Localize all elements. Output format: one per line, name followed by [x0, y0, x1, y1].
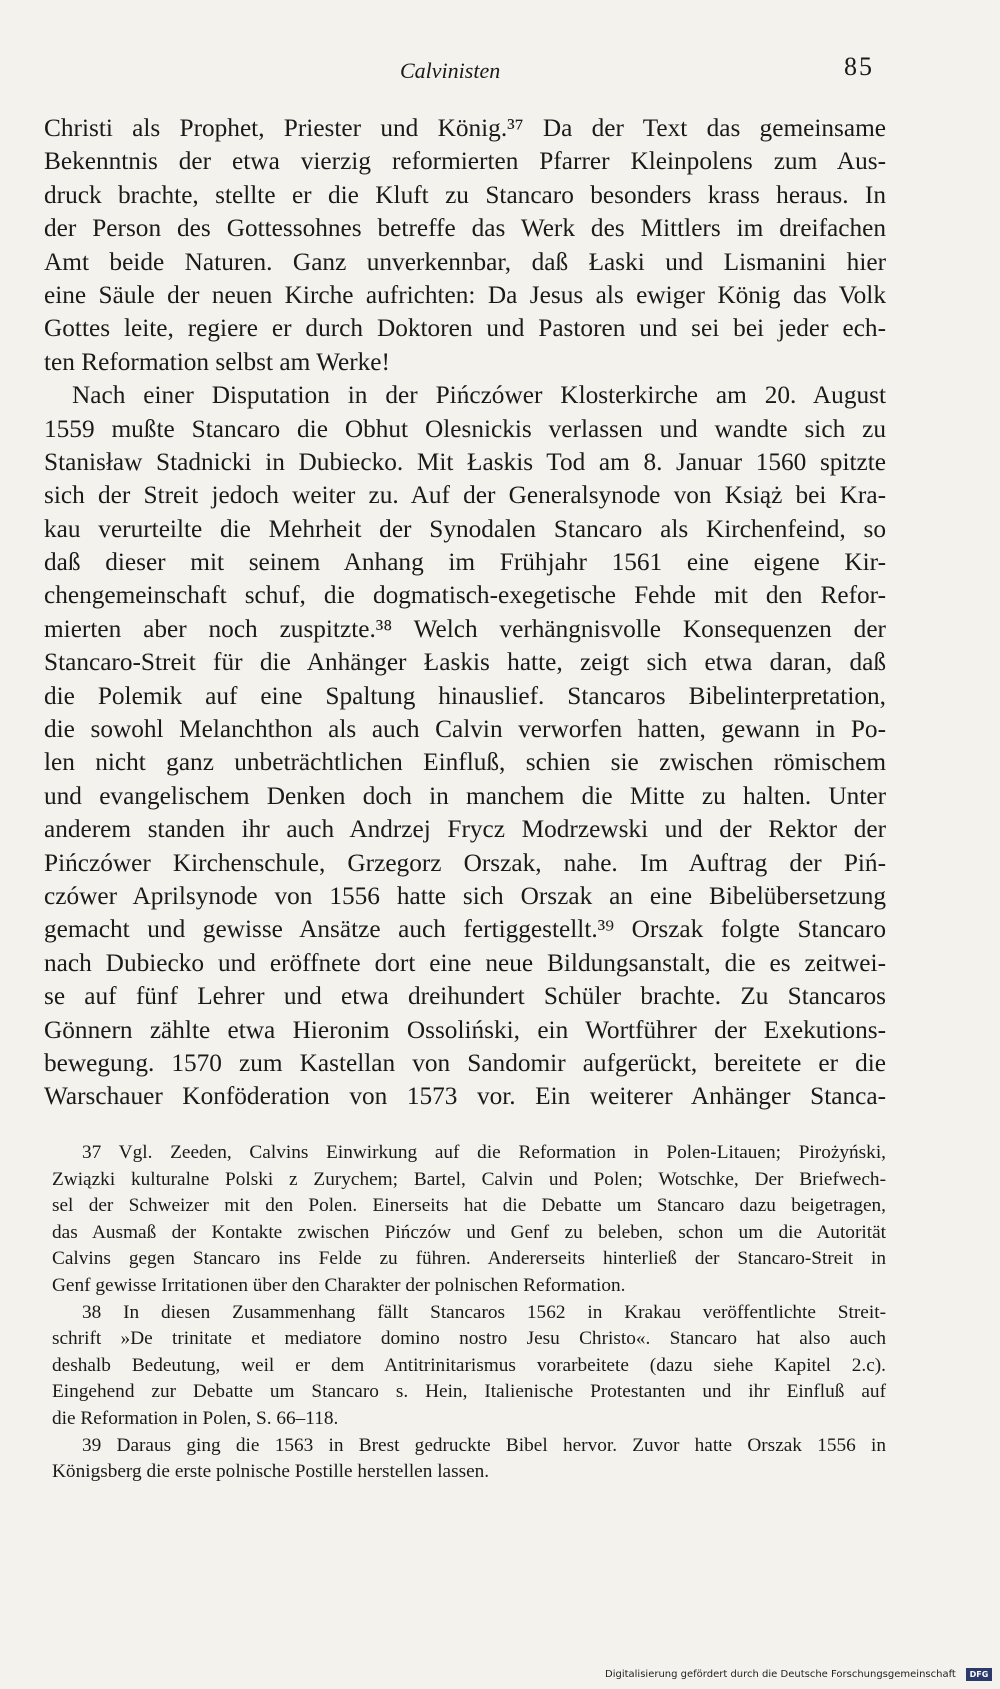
footnote-line: Genf gewisse Irritationen über den Charakter der polnischen Reformation.	[52, 1274, 626, 1296]
body-line: und evangelischem Denken doch in manchem die Mitte zu halten. Unter	[44, 781, 886, 810]
running-title: Calvinisten	[400, 58, 501, 83]
body-line: Nach einer Disputation in der Pińczówer Klosterkirche am 20. August	[72, 381, 886, 410]
digitization-credit: Digitalisierung gefördert durch die Deutsche Forschungsgemeinschaft	[605, 1669, 956, 1680]
body-line: se auf fünf Lehrer und etwa dreihundert Schüler brachte. Zu Stancaros	[44, 982, 886, 1011]
page-number: 85	[844, 52, 874, 81]
running-head	[0, 52, 1000, 92]
dfg-logo: DFG	[966, 1668, 992, 1681]
footnotes	[52, 1140, 886, 1486]
body-line: daß dieser mit seinem Anhang im Frühjahr 1561 eine eigene Kir-	[44, 548, 886, 577]
footnote-line: deshalb Bedeutung, weil er dem Antitrinitarismus vorarbeitete (dazu siehe Kapitel 2.c).	[52, 1354, 886, 1376]
body-line: die Polemik auf eine Spaltung hinauslief. Stancaros Bibelinterpretation,	[44, 681, 886, 710]
body-line: chengemeinschaft schuf, die dogmatisch-exegetische Fehde mit den Refor-	[44, 581, 886, 610]
body-text	[44, 112, 886, 1114]
body-line: eine Säule der neuen Kirche aufrichten: Da Jesus als ewiger König das Volk	[44, 280, 886, 309]
body-line: Christi als Prophet, Priester und König.³⁷ Da der Text das gemeinsame	[44, 114, 886, 142]
body-line: kau verurteilte die Mehrheit der Synodalen Stancaro als Kirchenfeind, so	[44, 514, 886, 543]
body-line: 1559 mußte Stancaro die Obhut Olesnickis verlassen und wandte sich zu	[44, 414, 886, 443]
body-line: gemacht und gewisse Ansätze auch fertiggestellt.³⁹ Orszak folgte Stancaro	[44, 915, 886, 944]
footnote-line: das Ausmaß der Kontakte zwischen Pińczów und Genf zu beleben, schon um die Autorität	[52, 1221, 886, 1243]
body-line: nach Dubiecko und eröffnete dort eine neue Bildungsanstalt, die es zeitwei-	[44, 948, 886, 977]
footnote-line: 37 Vgl. Zeeden, Calvins Einwirkung auf die Reformation in Polen-Litauen; Pirożyński,	[82, 1142, 886, 1163]
body-line: Gönnern zählte etwa Hieronim Ossoliński, ein Wortführer der Exekutions-	[44, 1015, 886, 1044]
body-line: Gottes leite, regiere er durch Doktoren und Pastoren und sei bei jeder ech-	[44, 314, 886, 343]
footnote-line: sel der Schweizer mit den Polen. Einerseits hat die Debatte um Stancaro dazu beigetragen,	[52, 1195, 886, 1217]
body-line: Bekenntnis der etwa vierzig reformierten Pfarrer Kleinpolens zum Aus-	[44, 147, 886, 176]
body-line: len nicht ganz unbeträchtlichen Einfluß, schien sie zwischen römischem	[44, 748, 886, 777]
footnote-line: die Reformation in Polen, S. 66–118.	[52, 1407, 339, 1429]
footnote-line: Calvins gegen Stancaro ins Felde zu führen. Andererseits hinterließ der Stancaro-Streit in	[52, 1248, 886, 1270]
body-line: die sowohl Melanchthon als auch Calvin verworfen hatten, gewann in Po-	[44, 715, 886, 744]
body-line: der Person des Gottessohnes betreffe das Werk des Mittlers im dreifachen	[44, 214, 886, 243]
body-line: ten Reformation selbst am Werke!	[44, 347, 390, 376]
footnote-line: 38 In diesen Zusammenhang fällt Stancaros 1562 in Krakau veröffentlichte Streit-	[82, 1301, 886, 1323]
body-line: Stanisław Stadnicki in Dubiecko. Mit Łaskis Tod am 8. Januar 1560 spitzte	[44, 447, 886, 476]
body-line: czówer Aprilsynode von 1556 hatte sich Orszak an eine Bibelübersetzung	[44, 881, 886, 910]
body-line: bewegung. 1570 zum Kastellan von Sandomir aufgerückt, bereitete er die	[44, 1048, 886, 1077]
body-line: mierten aber noch zuspitzte.³⁸ Welch verhängnisvolle Konsequenzen der	[44, 614, 886, 643]
body-line: Pińczówer Kirchenschule, Grzegorz Orszak, nahe. Im Auftrag der Piń-	[44, 848, 886, 877]
body-line: Amt beide Naturen. Ganz unverkennbar, daß Łaski und Lismanini hier	[44, 247, 886, 276]
footnote-line: Związki kulturalne Polski z Zurychem; Bartel, Calvin und Polen; Wotschke, Der Briefwech-	[52, 1168, 886, 1190]
body-line: druck brachte, stellte er die Kluft zu Stancaro besonders krass heraus. In	[44, 180, 886, 209]
body-line: anderem standen ihr auch Andrzej Frycz Modrzewski und der Rektor der	[44, 815, 886, 844]
body-line: Stancaro-Streit für die Anhänger Łaskis hatte, zeigt sich etwa daran, daß	[44, 648, 886, 677]
body-line: Warschauer Konföderation von 1573 vor. Ein weiterer Anhänger Stanca-	[44, 1082, 886, 1111]
footnote-line: 39 Daraus ging die 1563 in Brest gedruckte Bibel hervor. Zuvor hatte Orszak 1556 in	[82, 1434, 886, 1456]
footnote-line: schrift »De trinitate et mediatore domino nostro Jesu Christo«. Stancaro hat also auch	[52, 1328, 886, 1350]
body-line: sich der Streit jedoch weiter zu. Auf der Generalsynode von Książ bei Kra-	[44, 481, 886, 510]
footnote-line: Königsberg die erste polnische Postille herstellen lassen.	[52, 1461, 490, 1483]
footnote-line: Eingehend zur Debatte um Stancaro s. Hein, Italienische Protestanten und ihr Einfluß auf	[52, 1381, 886, 1403]
